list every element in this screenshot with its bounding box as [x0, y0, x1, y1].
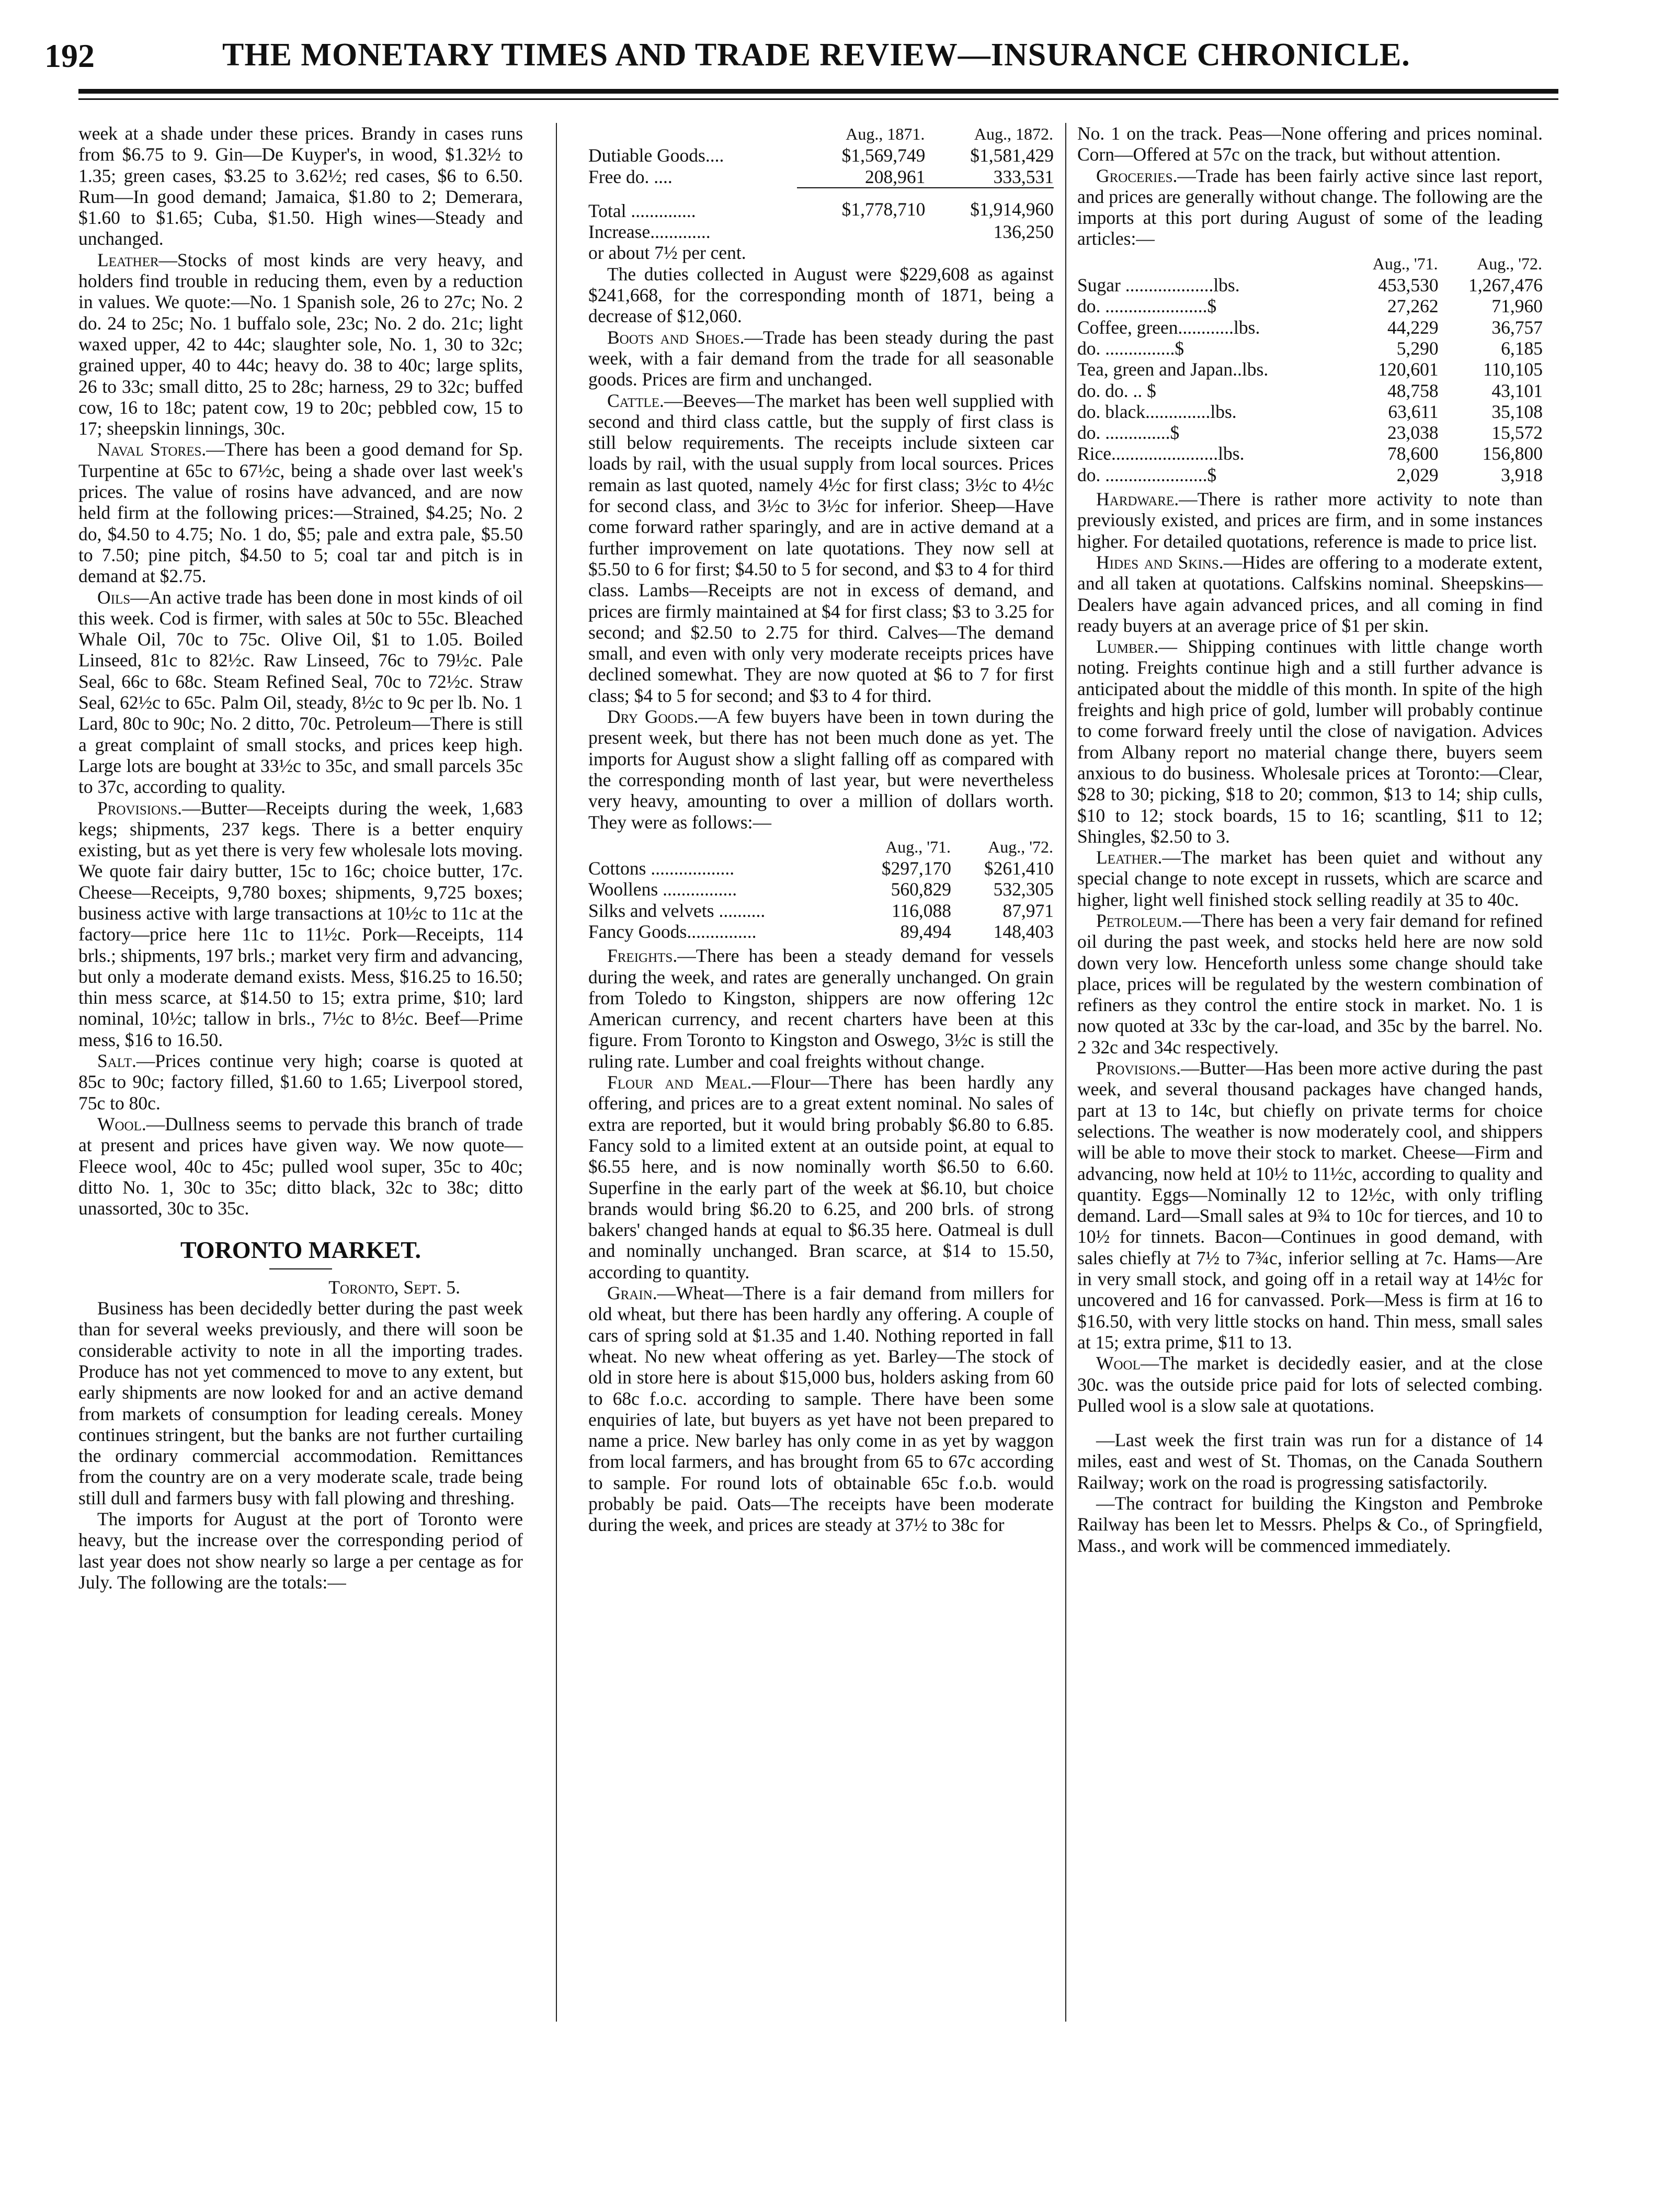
table-header: Aug., '72. — [988, 837, 1053, 856]
title-rule — [269, 1268, 332, 1269]
paragraph-text: .—There has been a good demand for Sp. Turpentine at 65c to 67½c, being a shade over last week's prices. The value of rosins have advanced, and are now held firm at the following prices:—Strained, $4.25; No. 2 do, $4.50 to 4.75; No. 1 do, $5; pale and extra pale, $5.50 to 7.50; pine pitch, $4.50 to 5; coal tar and pitch is in demand at $2.75. — [78, 439, 523, 587]
paragraph-text: .—Flour—There has been hardly any offering, and prices are to a great extent nominal. No sales of extra are reported, but it would bring probably $6.80 to 6.85. Fancy sold to a limited extent at an outside point, at equal to $6.55 here, and is now nominally worth $6.50 to 6.60. Superfine in the early part of the week at $6.10, but choice brands would bring $6.20 to 6.25, and 200 brls. of strong bakers' changed hands at equal to $6.35 here. Oatmeal is dull and nominally unchanged. Bran scarce, at $14 to 15.50, according to quantity. — [588, 1072, 1054, 1283]
paragraph — [78, 798, 523, 1051]
running-title: THE MONETARY TIMES AND TRADE REVIEW—INSURANCE CHRONICLE. — [222, 37, 1410, 73]
row-label: Increase............. — [588, 221, 711, 243]
paragraph — [1077, 847, 1543, 910]
paragraph-text: .—Trade has been steady during the past week, with a fair demand from the trade for all seasonable goods. Prices are firm and unchanged. — [588, 326, 1054, 390]
row-value: $297,170 — [881, 858, 951, 879]
paragraph — [588, 1283, 1054, 1536]
row-value: 136,250 — [993, 221, 1054, 243]
paragraph: Business has been decidedly better during the past week than for several weeks previously, and there will soon be considerable activity to note in all the importing trades. Produce has not yet commenced to move to any extent, but early shipments are now looked for and an active demand from markets of consumption for leading cereals. Money continues stringent, but the banks are not further curtailing the ordinary commercial accommodation. Remittances from the country are on a very moderate scale, trade being still dull and farmers busy with fall plowing and threshing. — [78, 1298, 523, 1508]
row-label: do. do. .. $ — [1077, 380, 1156, 401]
section-head: Cattle — [607, 390, 660, 411]
table-row — [1077, 443, 1543, 464]
paragraph — [1077, 489, 1543, 552]
paragraph-text: .—Beeves—The market has been well supplied with second and third class cattle, but the supply of first class is still below requirements. The receipts include sixteen car loads by rail, with the usual supply from local sources. Prices remain as last quoted, namely 4½c for first class; 3½c to 4½c for second class, and 3½c to 3½c for inferior. Sheep—Have come forward rather sparingly, and are in active demand at a further improvement on late quotations. They now sell at $5.50 to 6 for first; $4.50 to 5 for second, and $3 to 4 for third class. Lambs—Receipts are not in excess of demand, and prices are firmly maintained at $4 for first class; $3 to 3.25 for second; and $2.50 to 2.75 for third. Calves—The demand small, and even with only very moderate receipts prices have declined somewhat. They are now quoted at $6 to 7 for first class; $4 to 5 for second; and $3 to 4 for third. — [588, 390, 1054, 706]
paragraph — [588, 327, 1054, 390]
row-label: Woollens ................ — [588, 879, 737, 900]
section-head: Wool — [97, 1113, 142, 1135]
section-head: Naval Stores — [97, 439, 202, 460]
paragraph — [1077, 165, 1543, 249]
row-value: 560,829 — [891, 879, 951, 900]
table-header: Aug., 1871. — [846, 124, 925, 143]
row-value: 63,611 — [1388, 401, 1439, 422]
row-label: Dutiable Goods.... — [588, 145, 724, 166]
row-value: 2,029 — [1396, 464, 1439, 485]
row-label: Cottons .................. — [588, 858, 735, 879]
table-header: Aug., '71. — [1372, 254, 1438, 273]
section-head: Salt — [97, 1050, 132, 1072]
paragraph-text: .—Prices continue very high; coarse is quoted at 85c to 90c; factory filled, $1.60 to 1.65; Liverpool stored, 75c to 80c. — [78, 1050, 523, 1114]
section-head: Freights — [607, 945, 673, 967]
section-head: Leather — [1096, 847, 1158, 868]
paragraph — [588, 945, 1054, 1072]
section-head: Petroleum — [1096, 910, 1178, 931]
table-row — [1077, 422, 1543, 443]
table-row — [1077, 317, 1543, 338]
paragraph-text: .—The market has been quiet and without any special change to note except in russets, which are scarce and higher, light well finished stock selling readily at 35 to 40c. — [1077, 847, 1543, 910]
table-header: Aug., '71. — [885, 837, 951, 856]
paragraph-text: .—Hides are offering to a moderate extent, and all taken at quotations. Calfskins nominal. Sheepskins—Dealers have again advanced prices, and all coming in find ready buyers at an average price of $1 per skin. — [1077, 551, 1543, 636]
paragraph — [588, 706, 1054, 833]
row-value: 48,758 — [1387, 380, 1439, 401]
section-head: Wool — [1096, 1353, 1141, 1374]
row-label: do. ..............$ — [1077, 422, 1180, 444]
section-head: Flour and Meal — [607, 1072, 747, 1093]
row-value: $1,778,710 — [797, 188, 926, 221]
paragraph — [78, 249, 523, 439]
paragraph-text: .— Shipping continues with little change worth noting. Freights continue high and a still further advance is anticipated about the middle of this month. In spite of the high freights and high price of gold, lumber will probably continue to come forward freely until the close of navigation. Advices from Albany report no material change there, buyers seem anxious to do business. Wholesale prices at Toronto:—Clear, $28 to 30; picking, $18 to 20; common, $13 to 14; ship culls, $10 to 12; stock boards, 15 to 16; scantling, $11 to 12; Shingles, $2.50 to 3. — [1077, 636, 1543, 847]
row-value: $1,569,749 — [841, 145, 926, 166]
row-value: 532,305 — [993, 879, 1054, 900]
paragraph-text: .—There has been a very fair demand for refined oil during the past week, and stocks held here are now sold down very low. Henceforth unless some change should take place, prices will be regulated by the western combination of refiners as they control the entire stock in market. No. 1 is now quoted at 33c by the car-load, and 35c by the barrel. No. 2 32c and 34c respectively. — [1077, 910, 1543, 1058]
table-row — [1077, 359, 1543, 380]
paragraph-text: .—A few buyers have been in town during the present week, but there has not been much done as yet. The imports for August show a slight falling off as compared with the corresponding month of last year, but were nevertheless very heavy, amounting to over a million of dollars worth. They were as follows:— — [588, 706, 1054, 833]
row-label: do. ......................$ — [1077, 464, 1217, 485]
table-row — [1077, 338, 1543, 359]
section-title: TORONTO MARKET. — [180, 1237, 421, 1264]
table-total-row — [588, 188, 1054, 221]
paragraph: —The contract for building the Kingston and Pembroke Railway has been let to Messrs. Phelps & Co., of Springfield, Mass., and work will be commenced immediately. — [1077, 1493, 1543, 1556]
paragraph-text: .—Butter—Receipts during the week, 1,683 kegs; shipments, 237 kegs. There is a better enquiry existing, but as yet there is very few wholesale lots moving. We quote fair dairy butter, 15c to 16c; choice butter, 17c. Cheese—Receipts, 9,780 boxes; shipments, 9,725 boxes; business active with large transactions at 10½c to 11c at the factory—price here 11c to 11½c. Pork—Receipts, 114 brls.; shipments, 197 brls.; market very firm and advancing, but only a moderate demand exists. Mess, $16.25 to 16.50; thin mess scarce, at $14.50 to 15; extra prime, $10; lard nominal, 10½c; tallow in brls., 7½c to 8½c. Beef—Prime mess, $16 to 16.50. — [78, 797, 523, 1050]
row-label: Total .............. — [588, 200, 696, 221]
column-divider-1 — [556, 123, 557, 2022]
paragraph: The duties collected in August were $229,608 as against $241,668, for the corresponding month of 1871, being a decrease of $12,060. — [588, 263, 1054, 327]
paragraph: —Last week the first train was run for a distance of 14 miles, east and west of St. Thomas, on the Canada Southern Railway; work on the road is progressing satisfactorily. — [1077, 1430, 1543, 1493]
paragraph-text: —Stocks of most kinds are very heavy, and holders find trouble in reducing them, even by a reduction in values. We quote:—No. 1 Spanish sole, 26 to 27c; No. 2 do. 24 to 25c; No. 1 buffalo sole, 23c; No. 2 do. 21c; light waxed upper, 42 to 44c; slaughter sole, No. 1, 30 to 32c; grained upper, 40 to 44c; heavy do. 38 to 40c; large splits, 26 to 33c; small ditto, 25 to 28c; harness, 29 to 32c; buffed cow, 16 to 18c; patent cow, 19 to 20c; pebbled cow, 15 to 17; sheepskin linnings, 30c. — [78, 249, 523, 439]
table-row — [1077, 401, 1543, 422]
table-row — [1077, 275, 1543, 296]
row-value: 120,601 — [1378, 359, 1439, 380]
paragraph — [588, 1072, 1054, 1283]
row-value: 43,101 — [1491, 380, 1543, 401]
paragraph: The imports for August at the port of Toronto were heavy, but the increase over the corresponding period of last year does not show nearly so large a per centage as for July. The following are the totals:— — [78, 1508, 523, 1593]
row-label: Coffee, green............lbs. — [1077, 316, 1260, 338]
table-row — [588, 221, 1054, 242]
paragraph-text: .—Butter—Has been more active during the past week, and several thousand packages have changed hands, part at 13 to 14c, but chiefly on private terms for choice selections. The weather is now moderately cool, and shippers will be able to move their stock to market. Cheese—Firm and advancing, now held at 10½ to 11½c, according to quality and quantity. Eggs—Nominally 12 to 12½c, with only trifling demand. Lard—Small sales at 9¾ to 10c for tierces, and 10 to 10½ for tinnets. Bacon—Continues in good demand, with sales chiefly at 7½ to 7¾c, inferior selling at 7c. Hams—Are in very small stock, and going off in a retail way at 14½c for uncovered and 16 for canvassed. Pork—Mess is firm at 16 to $16.50, with very little stocks on hand. Thin mess, small sales at 15; extra prime, $11 to 13. — [1077, 1058, 1543, 1353]
paragraph-text: .—Trade has been fairly active since last report, and prices are generally without change. The following are the imports at this port during August of some of the leading articles:— — [1077, 165, 1543, 249]
dateline: Toronto, Sept. 5. — [328, 1276, 460, 1298]
section-head: Dry Goods — [607, 706, 694, 728]
paragraph-text: .—There has been a steady demand for vessels during the week, and rates are generally unchanged. On grain from Toledo to Kingston, shippers are now offering 12c American currency, and recent charters have been at this figure. From Toronto to Kingston and Oswego, 3½c is still the ruling rate. Lumber and coal freights without change. — [588, 945, 1054, 1072]
row-label: Fancy Goods............... — [588, 921, 757, 942]
table-row — [1077, 380, 1543, 401]
section-head: Provisions — [1096, 1058, 1177, 1079]
section-head: Boots and Shoes — [607, 326, 740, 348]
section-head: Grain — [607, 1283, 653, 1304]
paragraph — [1077, 910, 1543, 1058]
section-head: Oils — [97, 586, 131, 608]
row-label: do. black..............lbs. — [1077, 401, 1237, 422]
section-head: Leather — [97, 249, 159, 270]
row-value: 89,494 — [900, 921, 951, 942]
row-value: 27,262 — [1387, 296, 1439, 317]
row-value: 35,108 — [1491, 401, 1543, 422]
row-value: 6,185 — [1501, 337, 1543, 359]
table-row — [1077, 296, 1543, 316]
table-row — [588, 166, 1054, 188]
row-value: 87,971 — [1002, 900, 1054, 921]
table-header: Aug., 1872. — [974, 124, 1053, 143]
paragraph-text: .—Wheat—There is a fair demand from millers for old wheat, but there has been hardly any offering. A couple of cars of spring sold at $1.35 and 1.40. Nothing reported in fall wheat. No new wheat offering as yet. Barley—The stock of old in store here is about $15,000 bus, holders asking from 60 to 68c f.o.c. according to sample. There have been some enquiries of late, but buyers as yet have not been prepared to name a price. New barley has only come in as yet by waggon from local farmers, and has brought from 65 to 67c according to sample. For round lots of obtainable 65c f.o.b. would probably be paid. Oats—The receipts have been moderate during the week, and prices are steady at 37½ to 38c for — [588, 1283, 1054, 1536]
row-value: 3,918 — [1501, 464, 1543, 485]
column-divider-2 — [1065, 123, 1066, 2022]
table-row — [1077, 464, 1543, 485]
column-1 — [78, 123, 523, 1593]
table-row — [588, 900, 1054, 921]
row-value: 44,229 — [1387, 316, 1439, 338]
paragraph-text: .—Dullness seems to pervade this branch of trade at present and prices have given way. We now quote—Fleece wool, 40c to 45c; pulled wool super, 35c to 40c; ditto No. 1, 30c to 35c; ditto black, 32c to 38c; ditto unassorted, 30c to 35c. — [78, 1113, 523, 1219]
table-row — [588, 879, 1054, 900]
row-value: 116,088 — [891, 900, 951, 921]
row-value: 71,960 — [1491, 296, 1543, 317]
row-label: Sugar ...................lbs. — [1077, 275, 1240, 296]
row-value: 333,531 — [993, 166, 1054, 187]
paragraph — [1077, 1058, 1543, 1353]
row-value: $261,410 — [984, 858, 1054, 879]
column-2 — [588, 123, 1054, 1536]
row-value: 208,961 — [864, 166, 926, 187]
row-label: do. ......................$ — [1077, 296, 1217, 317]
paragraph — [1077, 1353, 1543, 1416]
paragraph-text: —The market is decidedly easier, and at the close 30c. was the outside price paid for lots of selected combing. Pulled wool is a slow sale at quotations. — [1077, 1353, 1543, 1416]
table-header: Aug., '72. — [1477, 254, 1542, 273]
row-value: 23,038 — [1387, 422, 1439, 444]
column-3 — [1077, 123, 1543, 1556]
paragraph: week at a shade under these prices. Brandy in cases runs from $6.75 to 9. Gin—De Kuyper's, in wood, $1.32½ to 1.35; green cases, $3.25 to 3.62½; red cases, $6 to 6.50. Rum—In good demand; Jamaica, $1.80 to 2; Demerara, $1.60 to $1.65; Cuba, $1.50. High wines—Steady and unchanged. — [78, 123, 523, 249]
paragraph — [1077, 636, 1543, 847]
row-label: Silks and velvets .......... — [588, 900, 766, 921]
row-label: Rice.......................lbs. — [1077, 443, 1245, 464]
groceries-table — [1077, 253, 1543, 485]
row-value: 1,267,476 — [1468, 275, 1543, 296]
dry-goods-table — [588, 836, 1054, 942]
row-value: 5,290 — [1396, 337, 1439, 359]
section-head: Groceries — [1096, 165, 1173, 186]
paragraph: No. 1 on the track. Peas—None offering and prices nominal. Corn—Offered at 57c on the track, but without attention. — [1077, 123, 1543, 165]
paragraph — [78, 1050, 523, 1114]
paragraph — [78, 1114, 523, 1219]
header-rule-thin — [78, 98, 1558, 100]
imports-totals-table — [588, 123, 1054, 242]
paragraph — [588, 390, 1054, 706]
row-value: 36,757 — [1491, 316, 1543, 338]
paragraph-text: .—There is rather more activity to note than previously existed, and prices are firm, and in some instances higher. For detailed quotations, reference is made to price list. — [1077, 489, 1543, 552]
page-number: 192 — [44, 37, 95, 74]
table-row — [588, 921, 1054, 942]
paragraph-text: —An active trade has been done in most kinds of oil this week. Cod is firmer, with sales at 50c to 55c. Bleached Whale Oil, 70c to 75c. Olive Oil, $1 to 1.05. Boiled Linseed, 81c to 82½c. Raw Linseed, 76c to 79½c. Pale Seal, 66c to 68c. Steam Refined Seal, 70c to 72½c. Straw Seal, 62½c to 65c. Palm Oil, steady, 8½c to 9c per lb. No. 1 Lard, 80c to 90c; No. 2 ditto, 70c. Petroleum—There is still a great complaint of small stocks, and prices keep high. Large lots are bought at 33½c to 35c, and small parcels 35c to 37c, according to quality. — [78, 586, 523, 798]
table-row — [588, 145, 1054, 166]
section-head: Hides and Skins — [1096, 551, 1219, 573]
table-note: or about 7½ per cent. — [588, 242, 746, 264]
paragraph — [78, 439, 523, 586]
paragraph — [78, 587, 523, 798]
header-rule-thick — [78, 89, 1558, 94]
row-value: 110,105 — [1483, 359, 1543, 380]
table-row — [588, 858, 1054, 879]
row-label: do. ...............$ — [1077, 337, 1184, 359]
row-value: 156,800 — [1482, 443, 1543, 464]
row-value: 148,403 — [993, 921, 1054, 942]
row-label: Free do. .... — [588, 166, 673, 187]
row-value: 15,572 — [1491, 422, 1543, 444]
row-value: $1,914,960 — [925, 188, 1054, 221]
row-value: 453,530 — [1378, 275, 1439, 296]
paragraph — [1077, 552, 1543, 636]
row-value: 78,600 — [1387, 443, 1439, 464]
row-label: Tea, green and Japan..lbs. — [1077, 359, 1269, 380]
row-value: $1,581,429 — [970, 145, 1054, 166]
section-head: Hardware — [1096, 489, 1175, 510]
section-head: Lumber — [1096, 636, 1154, 657]
section-head: Provisions — [97, 797, 178, 819]
page-header — [44, 31, 1561, 89]
